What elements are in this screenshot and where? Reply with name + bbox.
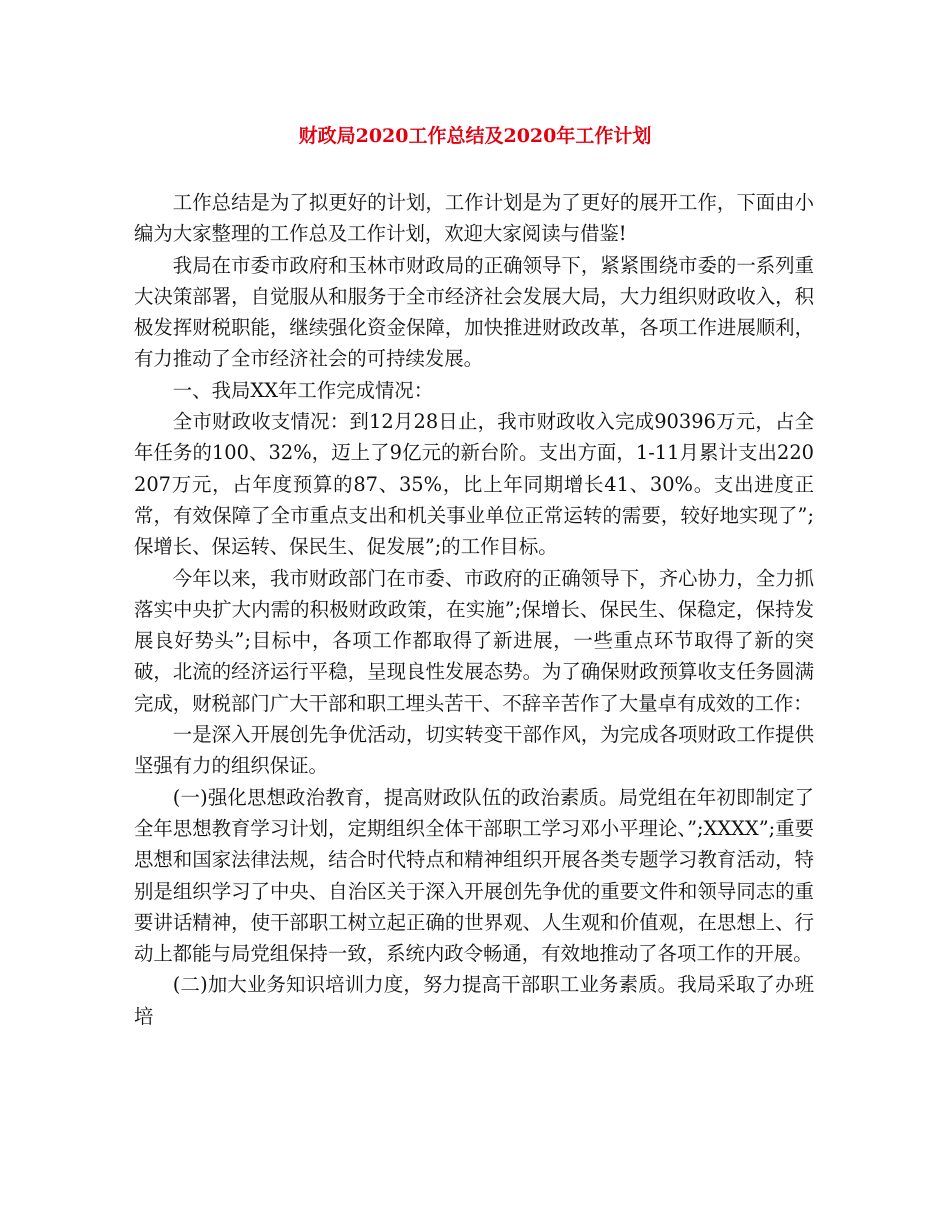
document-title: 财政局2020工作总结及2020年工作计划 xyxy=(298,125,652,147)
document-body xyxy=(134,187,814,1032)
section-heading-completion: 一、我局XX年工作完成情况： xyxy=(172,378,434,402)
paragraph-intro: 工作总结是为了拟更好的计划，工作计划是为了更好的展开工作，下面由小编为大家整理的工作总及工作计划，欢迎大家阅读与借鉴! xyxy=(134,191,814,246)
paragraph-revenue-expenditure: 全市财政收支情况：到12月28日止，我市财政收入完成90396万元，占全年任务的100、32%，迈上了9亿元的新台阶。支出方面，1-11月累计支出220207万元，占年度预算的87、35%，比上年同期增长41、30%。支出进度正常，有效保障了全市重点支出和机关事业单位正常运转的需要，较好地实现了”;保增长、保运转、保民生、促发展”;的工作目标。 xyxy=(134,410,814,559)
paragraph-overview: 我局在市委市政府和玉林市财政局的正确领导下，紧紧围绕市委的一系列重大决策部署，自觉服从和服务于全市经济社会发展大局，大力组织财政收入，积极发挥财税职能，继续强化资金保障，加快推进财政改革，各项工作进展顺利，有力推动了全市经济社会的可持续发展。 xyxy=(134,253,814,371)
paragraph-subpoint-one: (一)强化思想政治教育，提高财政队伍的政治素质。局党组在年初即制定了全年思想教育学习计划，定期组织全体干部职工学习邓小平理论、”;XXXX”;重要思想和国家法律法规，结合时代特点和精神组织开展各类专题学习教育活动，特别是组织学习了中央、自治区关于深入开展创先争优的重要文件和领导同志的重要讲话精神，使干部职工树立起正确的世界观、人生观和价值观，在思想上、行动上都能与局党组保持一致，系统内政令畅通，有效地推动了各项工作的开展。 xyxy=(134,785,814,966)
paragraph-achievements: 今年以来，我市财政部门在市委、市政府的正确领导下，齐心协力，全力抓落实中央扩大内需的积极财政政策，在实施”;保增长、保民生、保稳定，保持发展良好势头”;目标中，各项工作都取得了新进展，一些重点环节取得了新的突破，北流的经济运行平稳，呈现良性发展态势。为了确保财政预算收支任务圆满完成，财税部门广大干部和职工埋头苦干、不辞辛苦作了大量卓有成效的工作： xyxy=(134,566,814,715)
paragraph-point-one: 一是深入开展创先争优活动，切实转变干部作风，为完成各项财政工作提供坚强有力的组织保证。 xyxy=(134,723,814,778)
paragraph-subpoint-two: (二)加大业务知识培训力度，努力提高干部职工业务素质。我局采取了办班培 xyxy=(134,973,814,1028)
